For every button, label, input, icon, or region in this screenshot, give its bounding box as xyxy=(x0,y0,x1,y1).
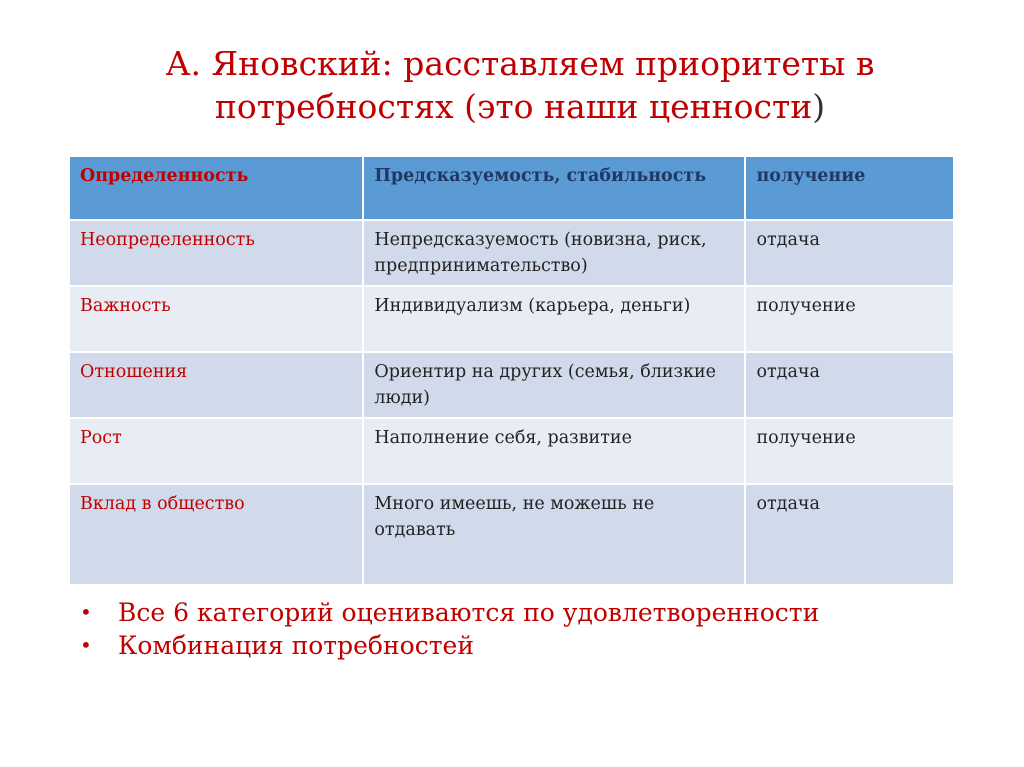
type-cell: отдача xyxy=(745,352,954,418)
category-cell: Рост xyxy=(69,418,363,484)
table-row xyxy=(69,220,954,286)
bullet-list xyxy=(80,596,819,662)
table-row xyxy=(69,286,954,352)
bullet-marker: • xyxy=(80,633,92,657)
description-cell: Непредсказуемость (новизна, риск, предпринимательство) xyxy=(363,220,745,286)
description-cell: Индивидуализм (карьера, деньги) xyxy=(363,286,745,352)
needs-table xyxy=(68,155,955,586)
bullet-item xyxy=(80,629,819,662)
description-cell: Ориентир на других (семья, близкие люди) xyxy=(363,352,745,418)
type-cell: получение xyxy=(745,286,954,352)
category-cell: Вклад в общество xyxy=(69,484,363,585)
type-cell: отдача xyxy=(745,220,954,286)
description-cell: Много имеешь, не можешь не отдавать xyxy=(363,484,745,585)
table-header-row xyxy=(69,156,954,220)
title-text: А. Яновский: расставляем приоритеты в потребностях (это наши ценности xyxy=(165,44,875,126)
table-row xyxy=(69,352,954,418)
category-cell: Важность xyxy=(69,286,363,352)
header-description-cell: Предсказуемость, стабильность xyxy=(363,156,745,220)
table-row xyxy=(69,484,954,585)
type-cell: отдача xyxy=(745,484,954,585)
bullet-text: Все 6 категорий оцениваются по удовлетворенности xyxy=(118,598,820,627)
bullet-marker: • xyxy=(80,600,92,624)
bullet-item xyxy=(80,596,819,629)
header-type-cell: получение xyxy=(745,156,954,220)
type-cell: получение xyxy=(745,418,954,484)
slide-title xyxy=(130,42,910,128)
category-cell: Неопределенность xyxy=(69,220,363,286)
header-category-cell: Определенность xyxy=(69,156,363,220)
category-cell: Отношения xyxy=(69,352,363,418)
table-row xyxy=(69,418,954,484)
title-close-paren: ) xyxy=(812,87,826,126)
description-cell: Наполнение себя, развитие xyxy=(363,418,745,484)
bullet-text: Комбинация потребностей xyxy=(118,631,474,660)
